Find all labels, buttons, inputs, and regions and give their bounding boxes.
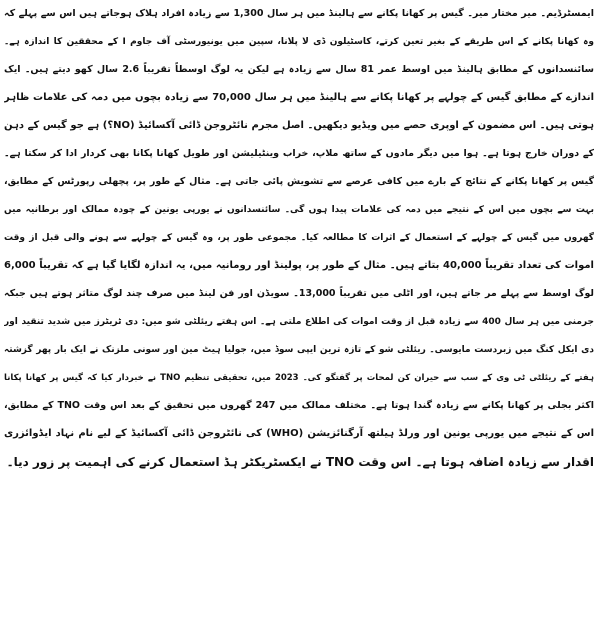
article-line: وہ کھانا پکانے کے اس طریقے کے بغیر تعین کرتے، کاسٹیلون ڈی لا پلانا، سپین میں یونیورسٹی آف جاوم I کے محققین کا اندازہ ہے۔ bbox=[4, 37, 594, 47]
article-line: لوگ اوسط سے پہلے مر جاتے ہیں، اور اٹلی میں تقریباً 13,000۔ سویڈن اور فن لینڈ میں صرف چند لوگ متاثر ہوتے ہیں جبکہ bbox=[4, 288, 594, 299]
article-line: اموات کی تعداد تقریباً 40,000 بتاتے ہیں۔ مثال کے طور پر، پولینڈ اور رومانیہ میں، یہ اندازہ لگایا گیا ہے کہ تقریباً 6,000 bbox=[4, 260, 594, 271]
article-line: ہوتی ہیں۔ اس مضمون کے اوپری حصے میں ویڈیو دیکھیں۔ اصل مجرم نائٹروجن ڈائی آکسائیڈ (NO؟) ہے جو گیس کے دہن bbox=[4, 120, 594, 131]
article-line: دی ایکل کنگ میں زبردست مایوسی۔ ریئلٹی شو کے تازہ ترین ایپی سوڈ میں، جولیا ہیٹ مین اور سونی ملزنک نے ایک بار پھر گزشتہ bbox=[4, 345, 594, 355]
article-line: سائنسدانوں کے مطابق ہالینڈ میں اوسط عمر 81 سال سے زیادہ ہے لیکن یہ لوگ اوسطاً تقریباً 2.6 سال کھو دیتے ہیں۔ ایک bbox=[4, 64, 594, 75]
article-line: بہت سے بچوں میں اس کے نتیجے میں دمہ کی علامات پیدا ہوں گی۔ سائنسدانوں نے یورپی یونین کے چودہ ممالک اور برطانیہ میں bbox=[4, 205, 594, 215]
article-line: ایمسٹرڈیم۔ میر مختار میر۔ گیس پر کھانا پکانے سے ہالینڈ میں ہر سال 1,300 سے زیادہ افراد ہلاک ہوجاتے ہیں اس سے پہلے کہ bbox=[4, 8, 594, 19]
article-line: گیس پر کھانا پکانے کے نتائج کے بارے میں کافی عرصے سے تشویش پائی جاتی ہے۔ مثال کے طور پر، پچھلی رپورٹس کے مطابق، bbox=[4, 176, 594, 187]
article-line: کے دوران خارج ہوتا ہے۔ ہوا میں دیگر مادوں کے ساتھ ملاپ، خراب وینٹیلیشن اور طویل کھانا پکانا بھی کردار ادا کر سکتا ہے۔ bbox=[4, 148, 594, 159]
article-line: اقدار سے زیادہ اضافہ ہوتا ہے۔ اس وقت TNO نے ایکسٹریکٹر ہڈ استعمال کرنے کی اہمیت پر زور دیا۔ bbox=[6, 455, 594, 469]
article-line: اندازے کے مطابق گیس کے چولہے پر کھانا پکانے سے ہالینڈ میں ہر سال 70,000 سے زیادہ بچوں میں دمہ کی علامات ظاہر bbox=[4, 92, 594, 103]
article-line: گھروں میں گیس کے چولہے کے استعمال کے اثرات کا مطالعہ کیا۔ مجموعی طور پر، وہ گیس کے چولہے سے ہونے والی قبل از وقت bbox=[4, 233, 594, 243]
article-line: اکثر بجلی پر کھانا پکانے سے زیادہ گندا ہوتا ہے۔ مختلف ممالک میں 247 گھروں میں تحقیق کے بعد اس وقت TNO کے مطابق، bbox=[4, 400, 594, 411]
article-line: جرمنی میں ہر سال 400 سے زیادہ قبل از وقت اموات کی اطلاع ملتی ہے۔ اس ہفتے ریئلٹی شو میں: دی ٹریٹرز میں شدید تنقید اور bbox=[4, 317, 594, 327]
article-line: ہفتے کے ریئلٹی ٹی وی کے سب سے حیران کن لمحات پر گفتگو کی۔ 2023 میں، تحقیقی تنظیم TNO نے خبردار کیا کہ گیس پر کھانا پکانا bbox=[4, 373, 594, 383]
article-line: اس کے نتیجے میں یورپی یونین اور ورلڈ ہیلتھ آرگنائزیشن (WHO) کی نائٹروجن ڈائی آکسائیڈ کے لیے نام نہاد ایڈوائزری bbox=[4, 428, 594, 439]
